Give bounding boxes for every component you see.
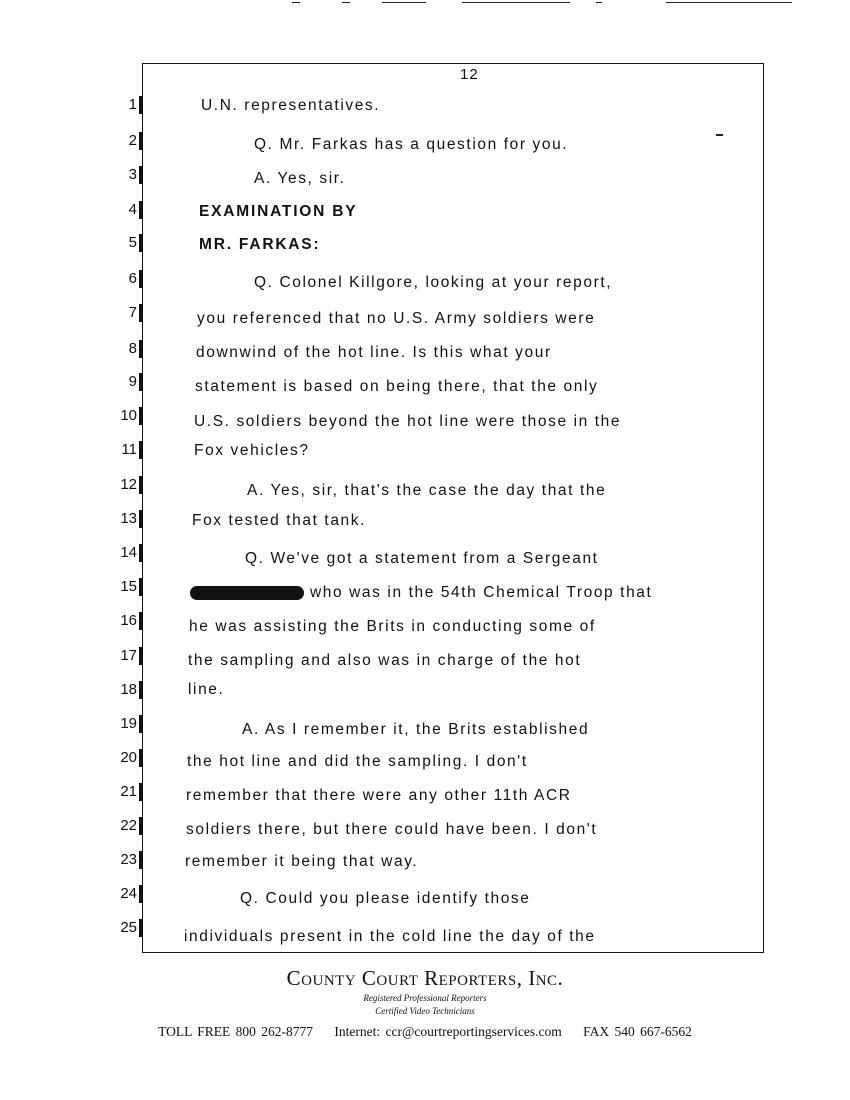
line-number: 6 bbox=[128, 270, 137, 287]
margin-tick bbox=[139, 132, 142, 150]
line-number: 13 bbox=[120, 510, 137, 527]
margin-tick bbox=[139, 817, 142, 835]
redacted-name bbox=[190, 586, 304, 600]
margin-tick bbox=[139, 885, 142, 903]
margin-tick bbox=[139, 476, 142, 494]
line-number: 24 bbox=[120, 885, 137, 902]
line-number: 5 bbox=[128, 234, 137, 251]
line-number: 22 bbox=[120, 817, 137, 834]
line-number: 9 bbox=[128, 373, 137, 390]
line-number: 7 bbox=[128, 304, 137, 321]
transcript-line: remember it being that way. bbox=[185, 853, 419, 870]
transcript-line: Q. We've got a statement from a Sergeant bbox=[245, 550, 599, 567]
line-number: 20 bbox=[120, 749, 137, 766]
scan-mark bbox=[342, 2, 350, 3]
line-number: 14 bbox=[120, 544, 137, 561]
line-number: 18 bbox=[120, 681, 137, 698]
margin-tick bbox=[139, 715, 142, 733]
margin-tick bbox=[139, 578, 142, 596]
transcript-line: line. bbox=[188, 681, 225, 698]
transcript-line: Fox vehicles? bbox=[194, 442, 310, 459]
toll-free-number: TOLL FREE 800 262-8777 bbox=[158, 1024, 313, 1039]
line-number: 12 bbox=[120, 476, 137, 493]
transcript-line: soldiers there, but there could have been. I don't bbox=[186, 821, 598, 838]
company-subtitle-1: Registered Professional Reporters bbox=[363, 993, 487, 1003]
transcript-line: you referenced that no U.S. Army soldiers were bbox=[197, 310, 596, 327]
margin-tick bbox=[139, 919, 142, 937]
margin-tick bbox=[139, 96, 142, 114]
margin-tick bbox=[139, 407, 142, 425]
transcript-line: A. Yes, sir. bbox=[254, 170, 346, 187]
margin-tick bbox=[139, 749, 142, 767]
margin-tick bbox=[139, 612, 142, 630]
transcript-line: Q. Colonel Killgore, looking at your report, bbox=[254, 274, 613, 291]
margin-tick bbox=[139, 340, 142, 358]
line-number: 10 bbox=[120, 407, 137, 424]
scan-mark bbox=[382, 2, 426, 3]
margin-tick bbox=[139, 851, 142, 869]
margin-tick bbox=[139, 441, 142, 459]
company-subtitle-2: Certified Video Technicians bbox=[375, 1006, 475, 1016]
line-number: 3 bbox=[128, 166, 137, 183]
margin-tick bbox=[139, 510, 142, 528]
transcript-line: A. Yes, sir, that's the case the day that the bbox=[247, 482, 607, 499]
contact-line bbox=[0, 1024, 850, 1040]
transcript-line: the sampling and also was in charge of the hot bbox=[188, 652, 582, 669]
transcript-line: he was assisting the Brits in conducting some of bbox=[189, 618, 596, 635]
line-number: 25 bbox=[120, 919, 137, 936]
transcript-line: A. As I remember it, the Brits established bbox=[242, 721, 590, 738]
margin-tick bbox=[139, 201, 142, 219]
scan-mark bbox=[596, 2, 602, 3]
margin-tick bbox=[139, 681, 142, 699]
margin-tick bbox=[139, 647, 142, 665]
transcript-line: downwind of the hot line. Is this what your bbox=[196, 344, 552, 361]
transcript-line: EXAMINATION BY bbox=[199, 203, 358, 220]
scan-mark bbox=[292, 2, 300, 3]
line-number: 4 bbox=[128, 201, 137, 218]
line-number: 23 bbox=[120, 851, 137, 868]
margin-tick bbox=[139, 783, 142, 801]
scan-mark bbox=[716, 134, 723, 136]
line-number: 21 bbox=[120, 783, 137, 800]
margin-tick bbox=[139, 304, 142, 322]
transcript-line bbox=[190, 583, 652, 603]
transcript-line: Q. Could you please identify those bbox=[240, 890, 531, 907]
internet-address: Internet: ccr@courtreportingservices.com bbox=[334, 1024, 562, 1039]
margin-tick bbox=[139, 373, 142, 391]
transcript-line: U.S. soldiers beyond the hot line were those in the bbox=[194, 413, 622, 430]
company-name: County Court Reporters, Inc. bbox=[286, 966, 564, 990]
line-number: 1 bbox=[128, 96, 137, 113]
transcript-line-text: who was in the 54th Chemical Troop that bbox=[310, 584, 653, 601]
line-number: 2 bbox=[128, 132, 137, 149]
margin-tick bbox=[139, 234, 142, 252]
scan-mark bbox=[666, 2, 792, 3]
transcript-line: Q. Mr. Farkas has a question for you. bbox=[254, 136, 569, 153]
margin-tick bbox=[139, 270, 142, 288]
line-number: 19 bbox=[120, 715, 137, 732]
transcript-line: Fox tested that tank. bbox=[192, 512, 367, 529]
line-number: 17 bbox=[120, 647, 137, 664]
transcript-line: remember that there were any other 11th ACR bbox=[186, 787, 572, 804]
page-number: 12 bbox=[460, 66, 479, 83]
line-number: 16 bbox=[120, 612, 137, 629]
margin-tick bbox=[139, 166, 142, 184]
transcript-line: individuals present in the cold line the day of the bbox=[184, 928, 596, 945]
transcript-line: MR. FARKAS: bbox=[199, 236, 321, 253]
transcript-line: U.N. representatives. bbox=[201, 97, 381, 114]
transcript-line: statement is based on being there, that the only bbox=[195, 378, 599, 395]
line-number: 8 bbox=[128, 340, 137, 357]
transcript-line: the hot line and did the sampling. I don't bbox=[187, 753, 528, 770]
line-number: 15 bbox=[120, 578, 137, 595]
line-number: 11 bbox=[121, 441, 137, 458]
scan-mark bbox=[462, 2, 570, 3]
margin-tick bbox=[139, 544, 142, 562]
fax-number: FAX 540 667-6562 bbox=[583, 1024, 692, 1039]
